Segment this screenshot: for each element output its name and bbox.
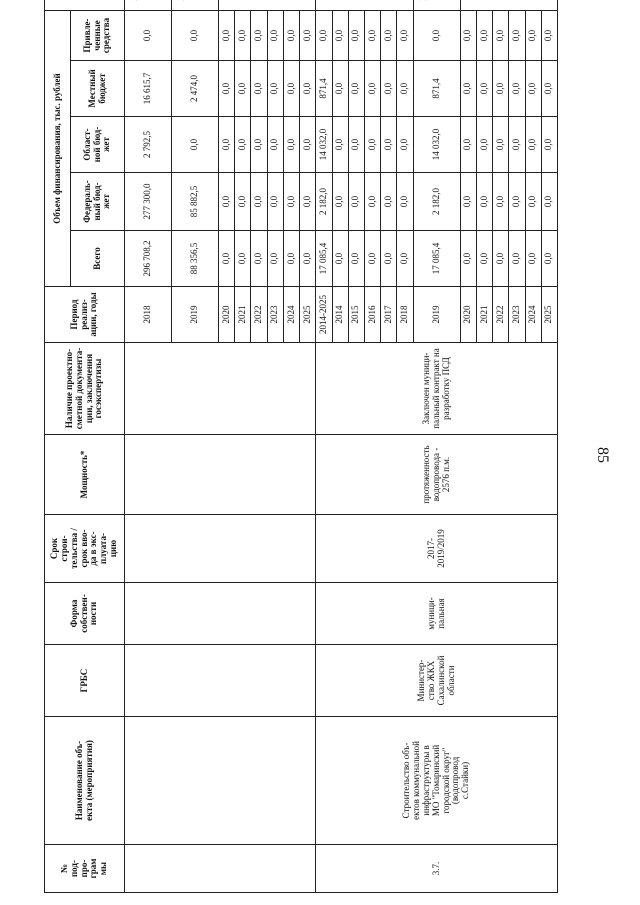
regional-cell: 0,0 xyxy=(332,117,348,173)
total-cell: 0,0 xyxy=(219,231,235,287)
total-cell: 0,0 xyxy=(509,231,525,287)
block2-period: 2017- 2019/2019 xyxy=(316,515,558,583)
private-cell: 0,0 xyxy=(541,10,557,60)
year-cell: 2024 xyxy=(525,287,541,343)
regional-cell: 0,0 xyxy=(300,117,316,173)
federal-cell: 0,0 xyxy=(235,173,251,231)
federal-cell: 85 882,5 xyxy=(172,173,219,231)
regional-cell: 0,0 xyxy=(172,117,219,173)
block2-ownership: муници- пальная xyxy=(316,583,558,645)
block2-name: Строительство объ- ектов коммунальной инфраструктуры в МО "Томаринский городской округ" (водопровод с.Стайки) xyxy=(316,717,558,845)
federal-cell: 0,0 xyxy=(300,173,316,231)
private-cell: 0,0 xyxy=(283,10,299,60)
header-period: Срок строи- тельства / срок вво- да в экс- плуата- цию xyxy=(45,515,125,583)
local-cell: 0,0 xyxy=(525,61,541,117)
private-cell: 0,0 xyxy=(364,10,380,60)
local-cell: 871,4 xyxy=(316,61,332,117)
block2-docs: Заключен муници- пальный контракт на разработку ПСД xyxy=(316,343,558,435)
regional-cell: 0,0 xyxy=(525,117,541,173)
year-cell: 2021 xyxy=(476,287,492,343)
total-cell: 0,0 xyxy=(493,231,509,287)
total-cell: 0,0 xyxy=(397,231,413,287)
header-capacity: Мощность* xyxy=(45,435,125,515)
private-cell: 0,0 xyxy=(493,10,509,60)
local-cell: 0,0 xyxy=(332,61,348,117)
federal-cell: 0,0 xyxy=(509,173,525,231)
total-cell: 17 085,4 xyxy=(316,231,332,287)
year-cell: 2024 xyxy=(283,287,299,343)
local-cell: 0,0 xyxy=(219,61,235,117)
private-cell: 0,0 xyxy=(397,10,413,60)
block1-capacity-cell xyxy=(125,435,316,515)
regional-cell: 0,0 xyxy=(509,117,525,173)
local-cell: 0,0 xyxy=(267,61,283,117)
total-cell: 0,0 xyxy=(348,231,364,287)
total-cell: 0,0 xyxy=(381,231,397,287)
year-cell: 2019 xyxy=(172,287,219,343)
private-cell: 0,0 xyxy=(476,10,492,60)
federal-cell: 0,0 xyxy=(381,173,397,231)
header-name: Наименование объ- екта (мероприятия) xyxy=(45,717,125,845)
regional-cell: 0,0 xyxy=(493,117,509,173)
total-cell: 0,0 xyxy=(267,231,283,287)
header-regional: Област- ной бюд- жет xyxy=(71,117,125,173)
block1-ownership-cell xyxy=(125,583,316,645)
year-cell: 2019 xyxy=(413,287,460,343)
local-cell: 0,0 xyxy=(381,61,397,117)
local-cell: 0,0 xyxy=(460,61,476,117)
year-cell: 2022 xyxy=(493,287,509,343)
private-cell: 0,0 xyxy=(235,10,251,60)
regional-cell: 2 792,5 xyxy=(125,117,172,173)
federal-cell: 0,0 xyxy=(476,173,492,231)
local-cell: 0,0 xyxy=(364,61,380,117)
federal-cell: 277 300,0 xyxy=(125,173,172,231)
total-cell: 0,0 xyxy=(364,231,380,287)
private-cell: 0,0 xyxy=(332,10,348,60)
private-cell: 0,0 xyxy=(525,10,541,60)
regional-cell: 0,0 xyxy=(364,117,380,173)
header-volume: Объем финансирования, тыс. рублей xyxy=(45,10,71,286)
private-cell: 0,0 xyxy=(509,10,525,60)
local-cell: 0,0 xyxy=(493,61,509,117)
header-ownership: Форма собствен- ности xyxy=(45,583,125,645)
block1-docs-cell xyxy=(125,343,316,435)
federal-cell: 2 182,0 xyxy=(316,173,332,231)
year-cell: 2018 xyxy=(125,287,172,343)
federal-cell: 0,0 xyxy=(219,173,235,231)
private-cell: 0,0 xyxy=(267,10,283,60)
local-cell: 16 615,7 xyxy=(125,61,172,117)
year-cell: 2025 xyxy=(300,287,316,343)
regional-cell: 0,0 xyxy=(460,117,476,173)
regional-cell: 0,0 xyxy=(283,117,299,173)
private-cell: 0,0 xyxy=(348,10,364,60)
total-cell: 0,0 xyxy=(525,231,541,287)
local-cell: 0,0 xyxy=(541,61,557,117)
private-cell: 0,0 xyxy=(460,10,476,60)
document-table-rotated xyxy=(44,17,558,893)
year-cell: 2021 xyxy=(235,287,251,343)
header-local: Местный бюджет xyxy=(71,61,125,117)
total-cell: 0,0 xyxy=(300,231,316,287)
federal-cell: 0,0 xyxy=(525,173,541,231)
regional-cell: 0,0 xyxy=(476,117,492,173)
year-cell: 2025 xyxy=(541,287,557,343)
year-cell: 2017 xyxy=(381,287,397,343)
block1-name-cell xyxy=(125,717,316,845)
local-cell: 0,0 xyxy=(397,61,413,117)
federal-cell: 0,0 xyxy=(460,173,476,231)
year-cell: 2015 xyxy=(348,287,364,343)
header-docs: Наличие проектно- сметной документа- ции, заключения госэкспертизы xyxy=(45,343,125,435)
year-cell: 2016 xyxy=(364,287,380,343)
total-cell: 17 085,4 xyxy=(413,231,460,287)
regional-cell: 14 032,0 xyxy=(413,117,460,173)
federal-cell: 0,0 xyxy=(541,173,557,231)
regional-cell: 0,0 xyxy=(397,117,413,173)
block1-num-cell xyxy=(125,845,316,893)
year-cell: 2014 xyxy=(332,287,348,343)
total-cell: 0,0 xyxy=(541,231,557,287)
private-cell: 0,0 xyxy=(413,10,460,60)
private-cell: 0,0 xyxy=(219,10,235,60)
regional-cell: 0,0 xyxy=(235,117,251,173)
page-number: 85 xyxy=(594,447,611,463)
block1-grbs-cell xyxy=(125,645,316,717)
federal-cell: 0,0 xyxy=(267,173,283,231)
header-grbs: ГРБС xyxy=(45,645,125,717)
result-cell xyxy=(125,0,172,10)
regional-cell: 0,0 xyxy=(348,117,364,173)
federal-cell: 0,0 xyxy=(493,173,509,231)
private-cell: 0,0 xyxy=(316,10,332,60)
total-cell: 88 356,5 xyxy=(172,231,219,287)
header-years: Период реализ- ации, годы xyxy=(45,287,125,343)
private-cell: 0,0 xyxy=(172,10,219,60)
federal-cell: 0,0 xyxy=(332,173,348,231)
local-cell: 0,0 xyxy=(476,61,492,117)
total-cell: 0,0 xyxy=(251,231,267,287)
year-cell: 2020 xyxy=(460,287,476,343)
year-cell: 2014-2025 xyxy=(316,287,332,343)
year-cell: 2023 xyxy=(267,287,283,343)
private-cell: 0,0 xyxy=(381,10,397,60)
result-cell xyxy=(413,0,460,10)
total-cell: 0,0 xyxy=(460,231,476,287)
regional-cell: 0,0 xyxy=(251,117,267,173)
local-cell: 871,4 xyxy=(413,61,460,117)
result-cell-empty xyxy=(460,0,557,10)
local-cell: 0,0 xyxy=(348,61,364,117)
federal-cell: 0,0 xyxy=(397,173,413,231)
local-cell: 0,0 xyxy=(251,61,267,117)
federal-cell: 0,0 xyxy=(283,173,299,231)
regional-cell: 0,0 xyxy=(381,117,397,173)
year-cell: 2022 xyxy=(251,287,267,343)
result-cell xyxy=(172,0,219,10)
federal-cell: 2 182,0 xyxy=(413,173,460,231)
regional-cell: 0,0 xyxy=(219,117,235,173)
block1-period-cell xyxy=(125,515,316,583)
block2-num: 3.7. xyxy=(316,845,558,893)
private-cell: 0,0 xyxy=(251,10,267,60)
year-cell: 2018 xyxy=(397,287,413,343)
private-cell: 0,0 xyxy=(125,10,172,60)
result-cell-empty xyxy=(219,0,316,10)
block2-grbs: Министер- ство ЖКХ Сахалинской области xyxy=(316,645,558,717)
financing-table xyxy=(44,0,558,893)
private-cell: 0,0 xyxy=(300,10,316,60)
federal-cell: 0,0 xyxy=(251,173,267,231)
local-cell: 2 474,0 xyxy=(172,61,219,117)
local-cell: 0,0 xyxy=(509,61,525,117)
year-cell: 2020 xyxy=(219,287,235,343)
total-cell: 0,0 xyxy=(283,231,299,287)
total-cell: 0,0 xyxy=(476,231,492,287)
header-num: № под- про- грам мы xyxy=(45,845,125,893)
regional-cell: 0,0 xyxy=(267,117,283,173)
total-cell: 0,0 xyxy=(332,231,348,287)
header-federal: Федераль- ный бюд- жет xyxy=(71,173,125,231)
local-cell: 0,0 xyxy=(283,61,299,117)
federal-cell: 0,0 xyxy=(364,173,380,231)
total-cell: 0,0 xyxy=(235,231,251,287)
year-cell: 2023 xyxy=(509,287,525,343)
header-private: Привле- ченные средства xyxy=(71,10,125,60)
total-cell: 296 708,2 xyxy=(125,231,172,287)
local-cell: 0,0 xyxy=(235,61,251,117)
header-total: Всего xyxy=(71,231,125,287)
local-cell: 0,0 xyxy=(300,61,316,117)
result-cell-empty xyxy=(316,0,413,10)
federal-cell: 0,0 xyxy=(348,173,364,231)
regional-cell: 0,0 xyxy=(541,117,557,173)
header-result xyxy=(45,0,125,10)
block2-capacity: протяженность водопровода - 2576 п.м. xyxy=(316,435,558,515)
regional-cell: 14 032,0 xyxy=(316,117,332,173)
